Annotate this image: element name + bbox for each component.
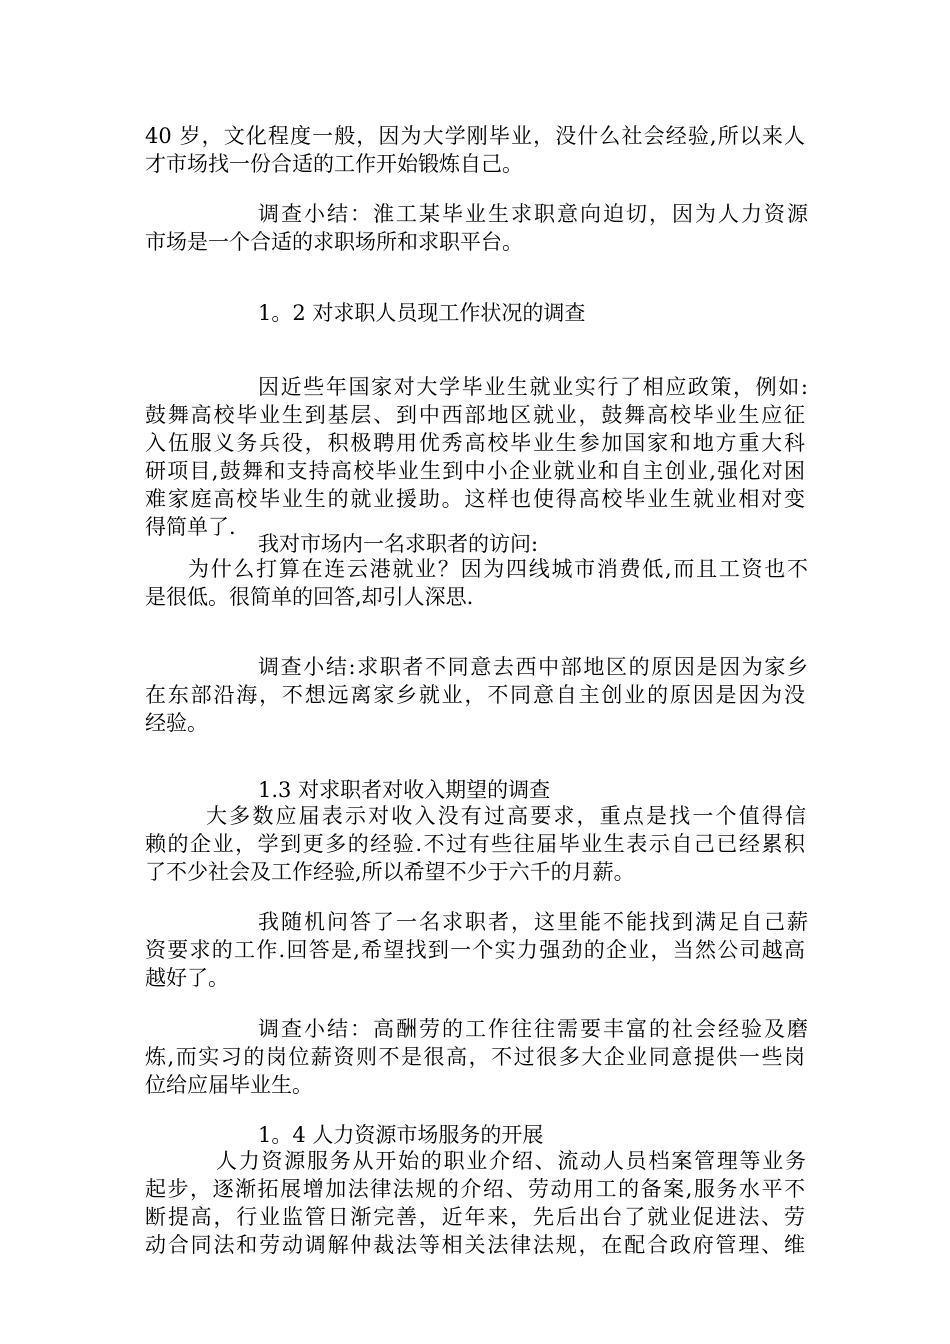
paragraph-line: 调查小结:求职者不同意去西中部地区的原因是因为家乡: [258, 655, 808, 679]
paragraph-line: 得简单了.: [145, 515, 236, 539]
paragraph-line: 断提高，行业监管日渐完善，近年来，先后出台了就业促进法、劳: [145, 1205, 805, 1229]
paragraph-line: 市场是一个合适的求职场所和求职平台。: [145, 230, 523, 254]
paragraph-line: 动合同法和劳动调解仲裁法等相关法律法规，在配合政府管理、维: [145, 1233, 805, 1257]
paragraph-line: 位给应届毕业生。: [145, 1073, 313, 1097]
paragraph-line: 因近些年国家对大学毕业生就业实行了相应政策，例如:: [258, 375, 808, 399]
paragraph-line: 赖的企业，学到更多的经验.不过有些往届毕业生表示自己已经累积: [145, 832, 805, 856]
section-heading: 1。4 人力资源市场服务的开展: [258, 1123, 544, 1147]
paragraph-line: 越好了。: [145, 966, 229, 990]
paragraph-line: 研项目,鼓舞和支持高校毕业生到中小企业就业和自主创业,强化对困: [145, 459, 805, 483]
paragraph-line: 了不少社会及工作经验,所以希望不少于六千的月薪。: [145, 860, 635, 884]
paragraph-line: 资要求的工作.回答是,希望找到一个实力强劲的企业，当然公司越高: [145, 938, 805, 962]
section-heading: 1。2 对求职人员现工作状况的调查: [258, 301, 586, 325]
paragraph-line: 难家庭高校毕业生的就业援助。这样也使得高校毕业生就业相对变: [145, 487, 805, 511]
paragraph-line: 调查小结：高酬劳的工作往往需要丰富的社会经验及磨: [258, 1017, 808, 1041]
paragraph-line: 大多数应届表示对收入没有过高要求，重点是找一个值得信: [206, 804, 806, 828]
paragraph-line: 人力资源服务从开始的职业介绍、流动人员档案管理等业务: [216, 1149, 806, 1173]
paragraph-line: 我随机问答了一名求职者，这里能不能找到满足自己薪: [258, 910, 808, 934]
paragraph-line: 调查小结：淮工某毕业生求职意向迫切，因为人力资源: [258, 202, 808, 226]
paragraph-line: 在东部沿海，不想远离家乡就业，不同意自主创业的原因是因为没: [145, 683, 805, 707]
paragraph-line: 40 岁，文化程度一般，因为大学刚毕业，没什么社会经验,所以来人: [145, 124, 805, 148]
paragraph-line: 入伍服义务兵役，积极聘用优秀高校毕业生参加国家和地方重大科: [145, 431, 805, 455]
paragraph-line: 炼,而实习的岗位薪资则不是很高，不过很多大企业同意提供一些岗: [145, 1045, 805, 1069]
section-heading: 1.3 对求职者对收入期望的调查: [258, 778, 551, 802]
paragraph-line: 为什么打算在连云港就业？因为四线城市消费低,而且工资也不: [188, 557, 808, 581]
paragraph-line: 我对市场内一名求职者的访问:: [258, 532, 539, 556]
paragraph-line: 鼓舞高校毕业生到基层、到中西部地区就业，鼓舞高校毕业生应征: [145, 403, 805, 427]
paragraph-line: 经验。: [145, 711, 208, 735]
paragraph-line: 才市场找一份合适的工作开始锻炼自己。: [145, 152, 523, 176]
paragraph-line: 是很低。很简单的回答,却引人深思.: [145, 585, 474, 609]
paragraph-line: 起步，逐渐拓展增加法律法规的介绍、劳动用工的备案,服务水平不: [145, 1177, 805, 1201]
